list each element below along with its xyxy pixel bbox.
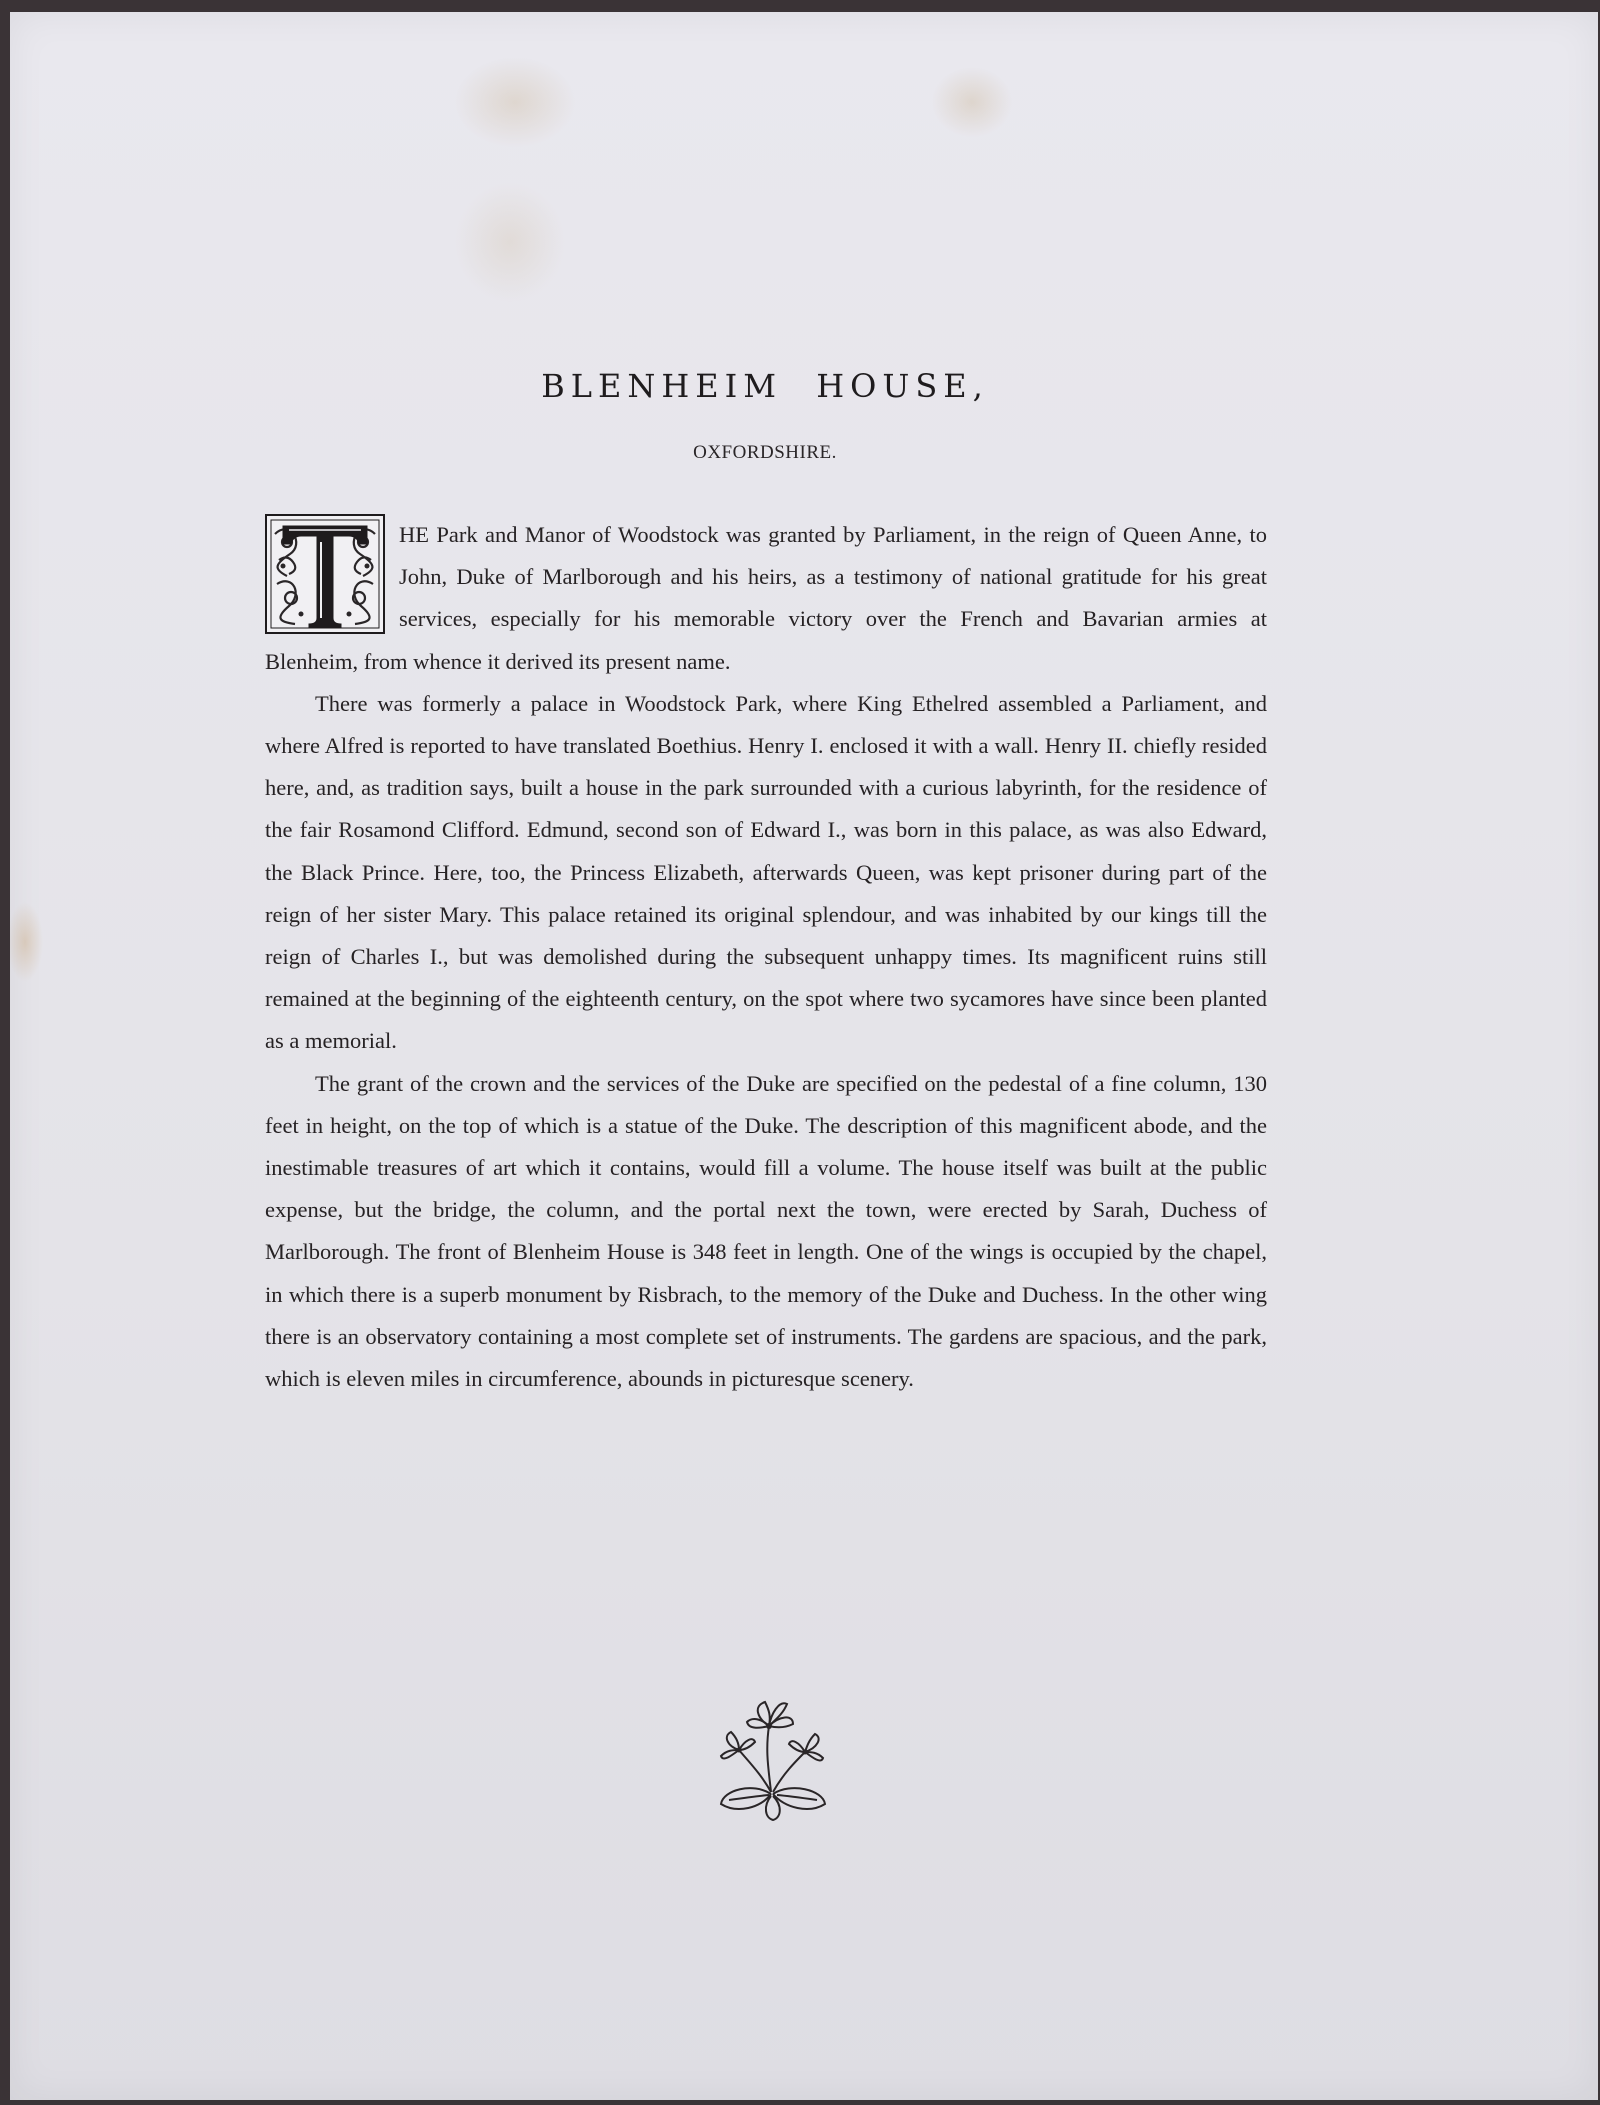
printed-page	[10, 12, 1598, 2100]
paragraph-3: The grant of the crown and the services of the Duke are specified on the pedestal of a fine column, 130 feet in height, on the top of which is a statue of the Duke. The description of this magnificent abode, and the inestimable treasures of art which it contains, would fill a volume. The house itself was built at the public expense, but the bridge, the column, and the portal next the town, were erected by Sarah, Duchess of Marlborough. The front of Blenheim House is 348 feet in length. One of the wings is occupied by the chapel, in which there is a superb monument by Risbrach, to the memory of the Duke and Duchess. In the other wing there is an observatory containing a most complete set of instruments. The gardens are spacious, and the park, which is eleven miles in circumference, abounds in picturesque scenery.	[265, 1070, 1267, 1392]
page-subtitle: OXFORDSHIRE.	[693, 442, 837, 463]
body-text	[265, 514, 1267, 1400]
paragraph-1	[265, 514, 1267, 683]
page-title: BLENHEIM HOUSE,	[541, 367, 989, 405]
flower-vignette-icon	[713, 1692, 833, 1822]
paragraph-2: There was formerly a palace in Woodstock Park, where King Ethelred assembled a Parliament, and where Alfred is reported to have translated Boethius. Henry I. enclosed it with a wall. Henry II. chiefly resided here, and, as tradition says, built a house in the park surrounded with a curious labyrinth, for the residence of the fair Rosamond Clifford. Edmund, second son of Edward I., was born in this palace, as was also Edward, the Black Prince. Here, too, the Princess Elizabeth, afterwards Queen, was kept prisoner during part of the reign of her sister Mary. This palace retained its original splendour, and was inhabited by our kings till the reign of Charles I., but was demolished during the subsequent unhappy times. Its magnificent ruins still remained at the beginning of the eighteenth century, on the spot where two sycamores have since been planted as a memorial.	[265, 690, 1267, 1054]
paragraph-1-text: HE Park and Manor of Woodstock was granted by Parliament, in the reign of Queen Anne, to John, Duke of Marlborough and his heirs, as a testimony of national gratitude for his great services, especially for his memorable victory over the French and Bavarian armies at Blenheim, from whence it derived its present name.	[265, 522, 1267, 674]
ornate-dropcap-t-icon	[265, 514, 385, 634]
